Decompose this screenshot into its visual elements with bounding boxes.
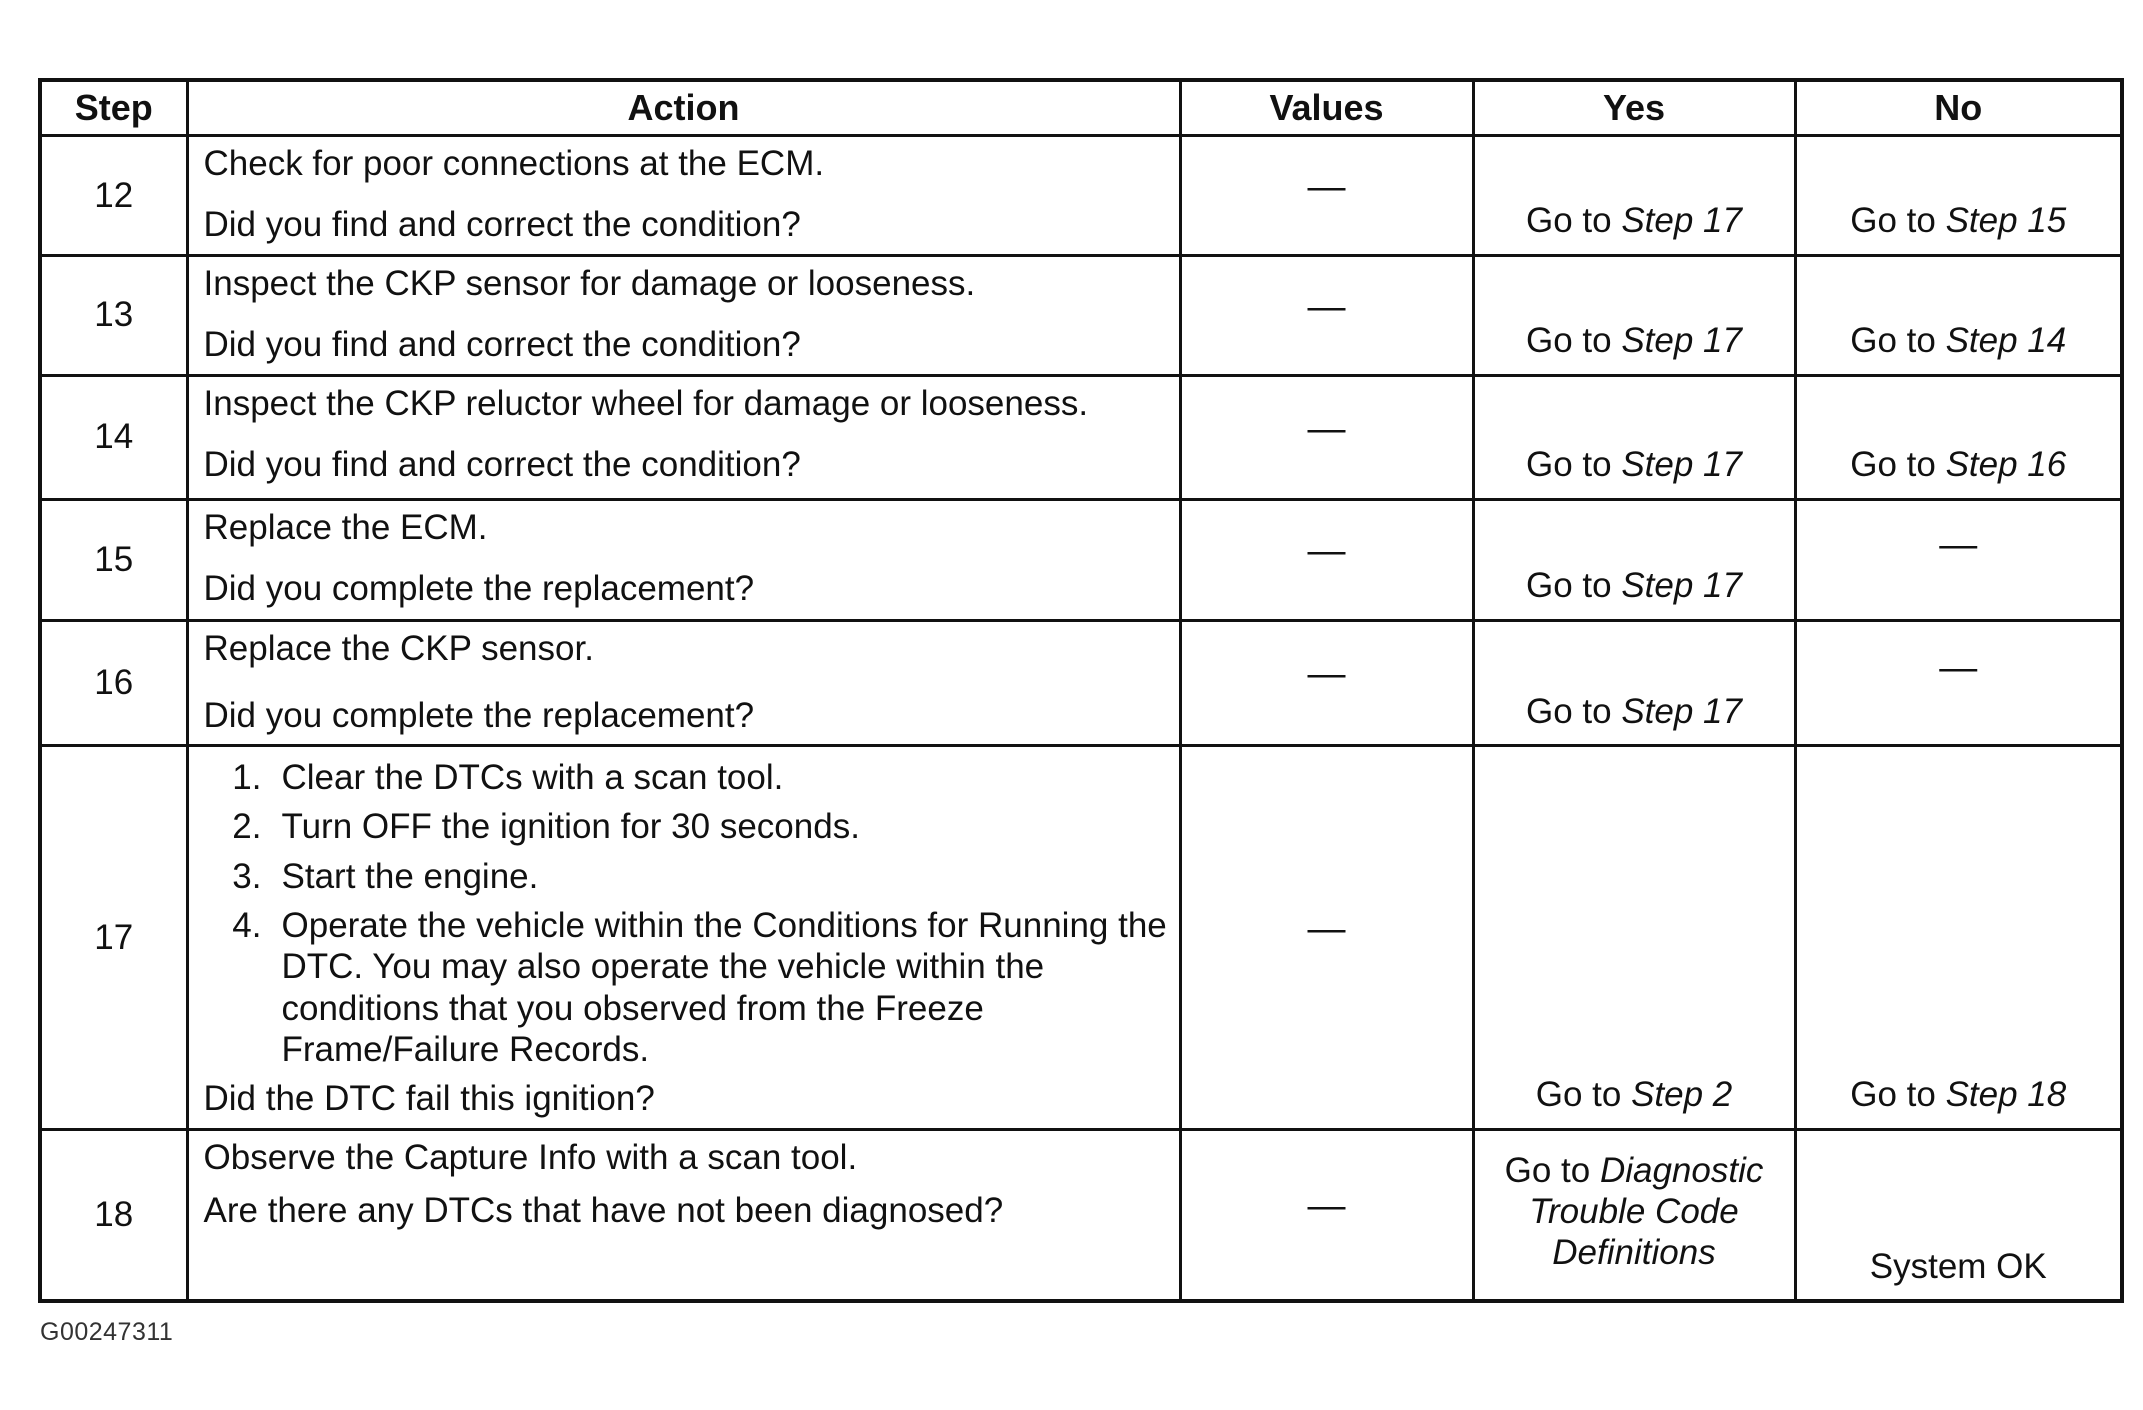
figure-code: G00247311 [40, 1318, 174, 1346]
values-cell [1180, 375, 1473, 499]
step-number: 18 [40, 1129, 187, 1301]
values-dash: — [1307, 407, 1346, 450]
values-cell [1180, 746, 1473, 1129]
action-instruction: Check for poor connections at the ECM. [203, 144, 825, 183]
no-cell [1795, 499, 2122, 620]
action-question: Did you complete the replacement? [203, 568, 755, 608]
action-instruction: Observe the Capture Info with a scan tool. [203, 1137, 858, 1177]
procedure-list [204, 757, 1169, 1070]
no-cell [1795, 136, 2122, 256]
values-dash: — [1307, 653, 1346, 696]
action-cell [187, 136, 1180, 256]
list-item [204, 905, 1169, 1070]
step-number: 13 [40, 255, 187, 375]
values-dash: — [1307, 165, 1346, 208]
list-item-number: 3. [232, 856, 262, 896]
yes-prefix: Go to [1535, 1075, 1632, 1115]
values-cell [1180, 255, 1473, 375]
table-row [40, 620, 2122, 746]
yes-cell [1473, 620, 1795, 746]
list-item-number: 2. [232, 807, 262, 847]
action-question: Did you find and correct the condition? [203, 324, 801, 364]
list-item-number: 1. [232, 758, 262, 798]
yes-step-link: Step 17 [1621, 691, 1742, 731]
action-question: Are there any DTCs that have not been diagnosed? [203, 1190, 1004, 1230]
no-cell [1795, 1129, 2122, 1301]
values-cell [1180, 1129, 1473, 1301]
no-prefix: Go to [1850, 445, 1946, 485]
yes-step-link: Step 2 [1631, 1075, 1733, 1115]
table-row [40, 746, 2122, 1129]
action-cell [187, 499, 1180, 620]
yes-prefix: Go to [1526, 321, 1622, 361]
no-dash: — [1939, 524, 1978, 567]
list-item [204, 757, 1169, 798]
action-cell [187, 1129, 1180, 1301]
values-dash: — [1307, 285, 1346, 328]
step-number: 15 [40, 499, 187, 620]
action-instruction: Replace the ECM. [203, 507, 488, 547]
list-item-text: Start the engine. [281, 856, 539, 896]
header-yes: Yes [1473, 80, 1795, 136]
step-number: 16 [40, 620, 187, 746]
yes-cell [1473, 255, 1795, 375]
action-cell [187, 375, 1180, 499]
table-row [40, 255, 2122, 375]
yes-cell [1473, 136, 1795, 256]
yes-prefix: Go to [1526, 691, 1622, 731]
yes-cell [1473, 375, 1795, 499]
table-row [40, 136, 2122, 256]
header-row [40, 80, 2122, 136]
step-number: 14 [40, 375, 187, 499]
action-cell [187, 746, 1180, 1129]
table-row [40, 499, 2122, 620]
list-item-text: Operate the vehicle within the Conditions for Running the DTC. You may also operate the vehicle within the conditions that you observed from the Freeze Frame/Failure Records. [281, 906, 1167, 1069]
yes-cell [1473, 1129, 1795, 1301]
no-system-ok: System OK [1869, 1246, 2047, 1286]
yes-prefix: Go to [1526, 201, 1622, 241]
action-instruction: Inspect the CKP reluctor wheel for damage or looseness. [203, 383, 1089, 423]
yes-prefix: Go to [1526, 566, 1622, 606]
action-question: Did you find and correct the condition? [203, 444, 801, 484]
values-dash: — [1307, 530, 1346, 573]
values-dash: — [1307, 1185, 1346, 1228]
yes-step-link: Step 17 [1621, 566, 1742, 606]
values-dash: — [1307, 907, 1346, 950]
list-item-number: 4. [232, 906, 262, 946]
no-cell [1795, 255, 2122, 375]
yes-prefix: Go to [1504, 1150, 1600, 1190]
step-number: 17 [40, 746, 187, 1129]
header-values: Values [1180, 80, 1473, 136]
list-item-text: Clear the DTCs with a scan tool. [281, 758, 784, 798]
table-row [40, 375, 2122, 499]
no-prefix: Go to [1850, 321, 1946, 361]
yes-definitions-link: Diagnostic Trouble Code Definitions [1529, 1150, 1764, 1273]
yes-step-link: Step 17 [1621, 445, 1742, 485]
yes-step-link: Step 17 [1621, 201, 1742, 241]
no-cell [1795, 620, 2122, 746]
action-instruction: Inspect the CKP sensor for damage or looseness. [203, 263, 976, 303]
action-question: Did the DTC fail this ignition? [203, 1079, 655, 1119]
list-item-text: Turn OFF the ignition for 30 seconds. [281, 807, 860, 847]
diagnostic-step-table [38, 78, 2124, 1303]
yes-prefix: Go to [1526, 445, 1622, 485]
list-item [204, 806, 1169, 847]
header-step: Step [40, 80, 187, 136]
action-question: Did you complete the replacement? [203, 695, 755, 735]
no-cell [1795, 746, 2122, 1129]
action-question: Did you find and correct the condition? [203, 205, 801, 245]
values-cell [1180, 620, 1473, 746]
values-cell [1180, 136, 1473, 256]
list-item [204, 856, 1169, 897]
no-prefix: Go to [1850, 1075, 1946, 1115]
action-cell [187, 255, 1180, 375]
header-no: No [1795, 80, 2122, 136]
no-step-link: Step 14 [1945, 321, 2067, 361]
no-step-link: Step 16 [1945, 445, 2067, 485]
values-cell [1180, 499, 1473, 620]
no-step-link: Step 18 [1945, 1075, 2067, 1115]
yes-step-link: Step 17 [1621, 321, 1742, 361]
yes-cell [1473, 499, 1795, 620]
table-row [40, 1129, 2122, 1301]
action-cell [187, 620, 1180, 746]
action-instruction: Replace the CKP sensor. [203, 628, 594, 668]
no-dash: — [1939, 647, 1978, 690]
no-step-link: Step 15 [1945, 201, 2067, 241]
header-action: Action [187, 80, 1180, 136]
step-number: 12 [40, 136, 187, 256]
yes-cell [1473, 746, 1795, 1129]
no-prefix: Go to [1850, 201, 1946, 241]
no-cell [1795, 375, 2122, 499]
